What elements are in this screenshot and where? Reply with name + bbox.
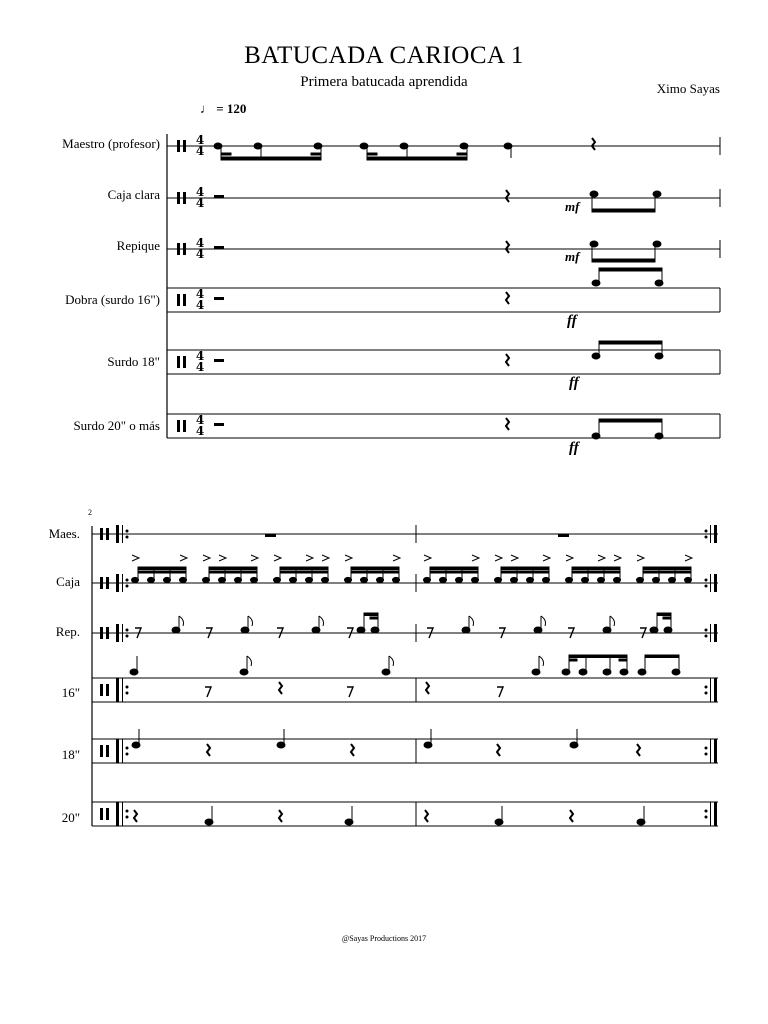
- dynamic-ff-surdo18: ff: [569, 375, 579, 391]
- instrument-label-dobra: Dobra (surdo 16"): [65, 292, 160, 307]
- dynamic-mf-repique: mf: [565, 249, 580, 264]
- instrument-label-16: 16": [61, 685, 80, 700]
- dynamic-ff-dobra: ff: [567, 313, 577, 329]
- svg-text:4: 4: [195, 133, 205, 147]
- score-subtitle: Primera batucada aprendida: [300, 74, 468, 90]
- dynamic-ff-surdo20: ff: [569, 440, 579, 456]
- svg-text:4: 4: [195, 247, 205, 261]
- svg-text:4: 4: [195, 360, 205, 374]
- instrument-label-maes: Maes.: [48, 526, 80, 541]
- composer: Ximo Sayas: [656, 81, 720, 96]
- copyright-footer: @Sayas Productions 2017: [341, 934, 427, 943]
- instrument-label-18: 18": [61, 747, 80, 762]
- instrument-label-surdo-18: Surdo 18": [107, 354, 160, 369]
- instrument-label-caja: Caja: [56, 574, 80, 589]
- svg-text:4: 4: [195, 196, 205, 210]
- svg-text:4: 4: [195, 349, 205, 363]
- svg-text:4: 4: [195, 144, 205, 158]
- instrument-label-20: 20": [61, 810, 80, 825]
- instrument-label-maestro: Maestro (profesor): [62, 136, 160, 151]
- instrument-label-repique: Repique: [116, 238, 160, 253]
- svg-text:4: 4: [195, 185, 205, 199]
- svg-text:4: 4: [195, 424, 205, 438]
- score-title: BATUCADA CARIOCA 1: [244, 42, 524, 69]
- svg-text:4: 4: [195, 298, 205, 312]
- instrument-label-caja-clara: Caja clara: [107, 187, 160, 202]
- svg-text:4: 4: [195, 236, 205, 250]
- tempo-marking: ♩ = 120: [200, 101, 247, 116]
- dynamic-mf-caja: mf: [565, 199, 580, 214]
- instrument-label-rep: Rep.: [55, 624, 80, 639]
- svg-text:4: 4: [195, 287, 205, 301]
- svg-text:4: 4: [195, 413, 205, 427]
- instrument-label-surdo-20: Surdo 20" o más: [73, 418, 160, 433]
- measure-number: 2: [88, 508, 92, 517]
